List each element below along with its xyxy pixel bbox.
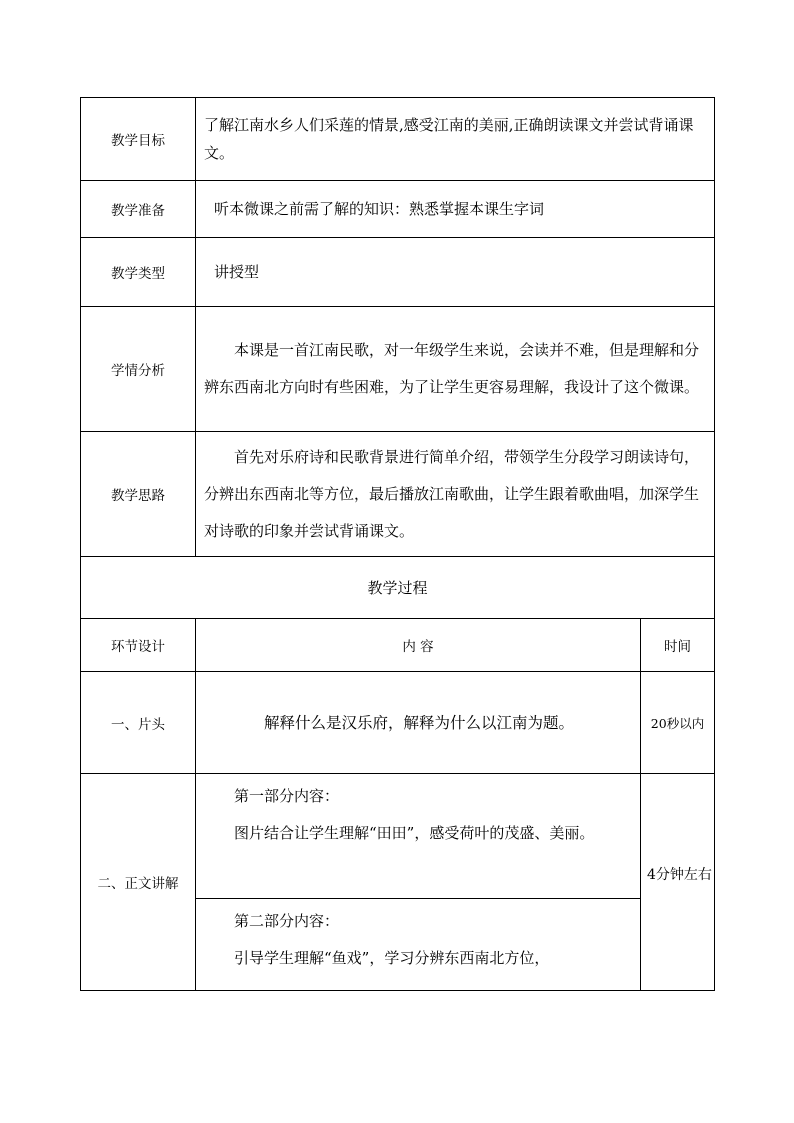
time-step1: 20秒以内 [641, 672, 715, 774]
text-prep: 听本微课之前需了解的知识：熟悉掌握本课生字词 [196, 181, 715, 238]
row-prep [81, 181, 715, 238]
stage-step1: 一、片头 [81, 672, 196, 774]
content-step2-part2 [196, 899, 641, 991]
text-type: 讲授型 [196, 238, 715, 307]
text-analysis: 本课是一首江南民歌，对一年级学生来说，会读并不难，但是理解和分辨东西南北方向时有些困难，为了让学生更容易理解，我设计了这个微课。 [196, 307, 715, 432]
col-stage-header: 环节设计 [81, 619, 196, 672]
text-goal: 了解江南水乡人们采莲的情景,感受江南的美丽,正确朗读课文并尝试背诵课文。 [196, 98, 715, 181]
label-analysis: 学情分析 [81, 307, 196, 432]
col-content-header: 内 容 [196, 619, 641, 672]
part2-text: 引导学生理解“鱼戏”，学习分辨东西南北方位， [234, 949, 550, 967]
row-analysis [81, 307, 715, 432]
row-process-header [81, 619, 715, 672]
row-step2-part1 [81, 774, 715, 899]
text-idea: 首先对乐府诗和民歌背景进行简单介绍，带领学生分段学习朗读诗句，分辨出东西南北等方位，最后播放江南歌曲，让学生跟着歌曲唱，加深学生对诗歌的印象并尝试背诵课文。 [196, 432, 715, 557]
content-step2-part1 [196, 774, 641, 899]
process-title: 教学过程 [81, 557, 715, 619]
col-time-header: 时间 [641, 619, 715, 672]
label-idea: 教学思路 [81, 432, 196, 557]
lesson-plan-table [80, 97, 715, 991]
row-type [81, 238, 715, 307]
content-step1: 解释什么是汉乐府，解释为什么以江南为题。 [196, 672, 641, 774]
row-idea [81, 432, 715, 557]
row-process-title [81, 557, 715, 619]
row-goal [81, 98, 715, 181]
part1-title: 第一部分内容： [234, 787, 340, 805]
stage-step2: 二、正文讲解 [81, 774, 196, 991]
part1-text: 图片结合让学生理解“田田”，感受荷叶的茂盛、美丽。 [234, 824, 595, 842]
label-type: 教学类型 [81, 238, 196, 307]
row-step1 [81, 672, 715, 774]
time-step2: 4分钟左右 [641, 774, 715, 991]
part2-title: 第二部分内容： [234, 912, 340, 930]
label-goal: 教学目标 [81, 98, 196, 181]
label-prep: 教学准备 [81, 181, 196, 238]
